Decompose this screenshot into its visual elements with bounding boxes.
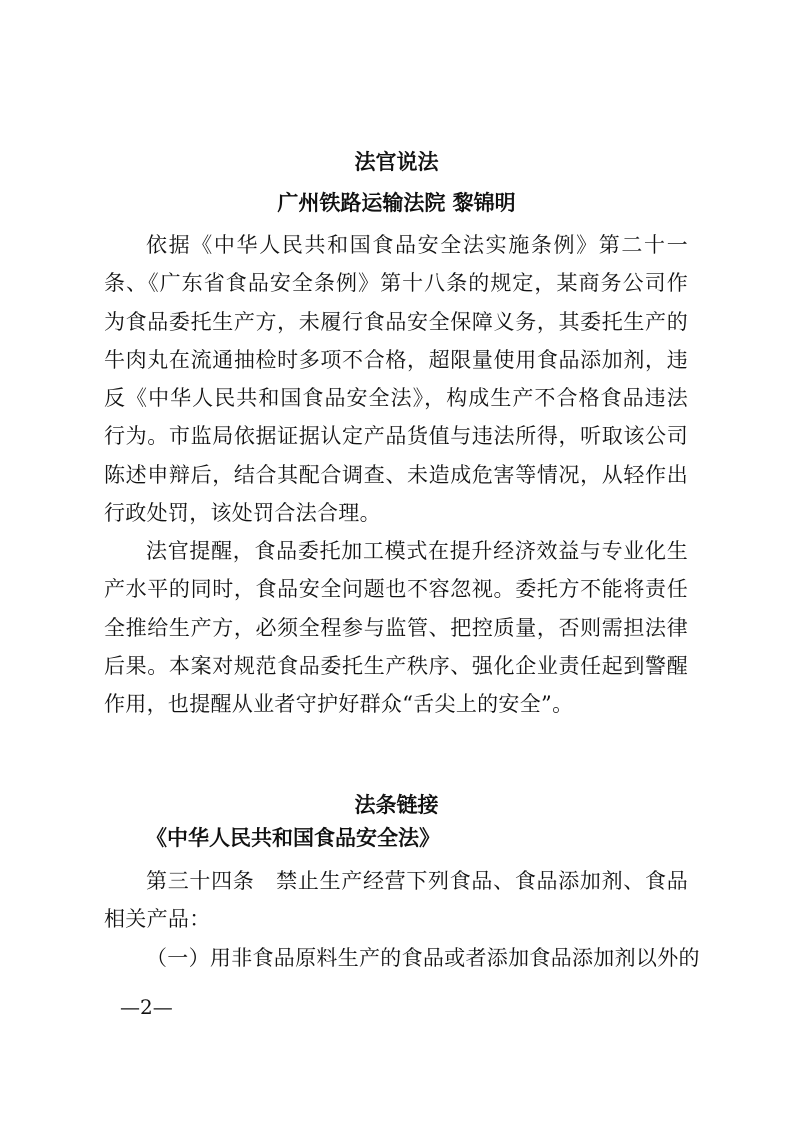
law-article-item: （一）用非食品原料生产的食品或者添加食品添加剂以外的 [146,946,700,970]
body-paragraph-2: 法官提醒，食品委托加工模式在提升经济效益与专业化生产水平的同时，食品安全问题也不容忽视。委托方不能将责任全推给生产方，必须全程参与监管、把控质量，否则需担法律后果。本案对规范食品委托生产秩序、强化企业责任起到警醒作用，也提醒从业者守护好群众“舌尖上的安全”。 [104,539,688,717]
page-number: —2— [120,995,173,1019]
body-paragraph-1: 依据《中华人民共和国食品安全法实施条例》第二十一条、《广东省食品安全条例》第十八条的规定，某商务公司作为食品委托生产方，未履行食品安全保障义务，其委托生产的牛肉丸在流通抽检时多项不合格，超限量使用食品添加剂，违反《中华人民共和国食品安全法》，构成生产不合格食品违法行为。市监局依据证据认定产品货值与违法所得，听取该公司陈述申辩后，结合其配合调查、未造成危害等情况，从轻作出行政处罚，该处罚合法合理。 [104,233,688,526]
section-title: 法官说法 [354,150,439,174]
author-line: 广州铁路运输法院 黎锦明 [277,191,516,215]
law-title: 《中华人民共和国食品安全法》 [146,826,440,850]
law-link-heading: 法条链接 [354,793,439,817]
law-article: 第三十四条 禁止生产经营下列食品、食品添加剂、食品相关产品： [104,869,688,932]
